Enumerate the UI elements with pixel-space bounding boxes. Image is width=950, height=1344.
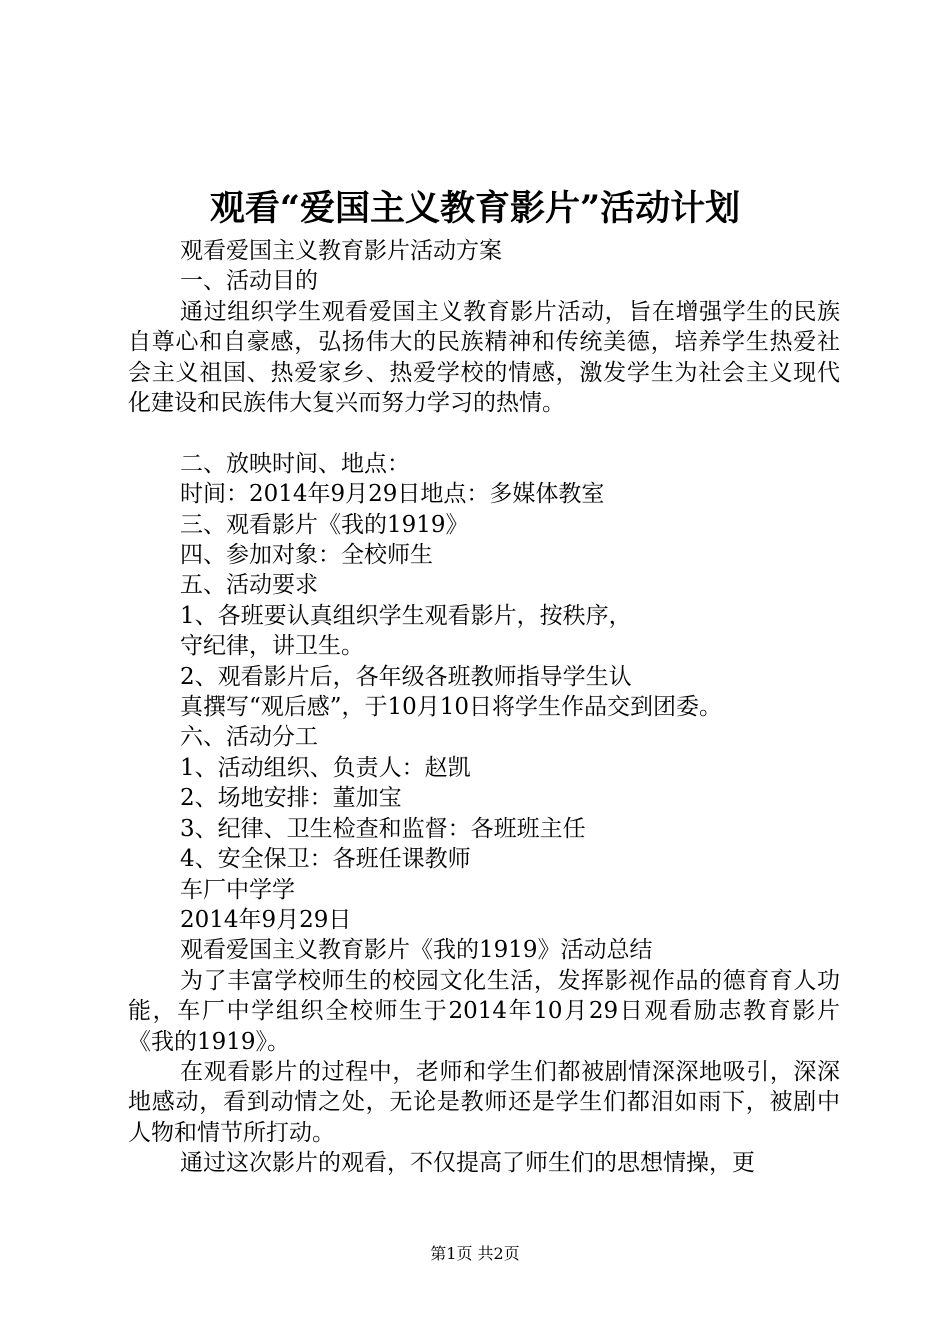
signature-school: 车厂中学学	[180, 876, 295, 903]
division-item: 4、安全保卫：各班任课教师	[180, 846, 471, 873]
requirement-line: 守纪律，讲卫生。	[180, 633, 364, 660]
summary-paragraph: 通过这次影片的观看，不仅提高了师生们的思想情操，更	[180, 1150, 755, 1177]
summary-heading: 观看爱国主义教育影片《我的1919》活动总结	[180, 937, 653, 964]
purpose-paragraph: 通过组织学生观看爱国主义教育影片活动，旨在增强学生的民族自尊心和自豪感，弘扬伟大的民族精神和传统美德，培养学生热爱社会主义祖国、热爱家乡、热爱学校的情感，激发学生为社会主义现代化建设和民族伟大复兴而努力学习的热情。	[128, 298, 840, 417]
requirement-line: 1、各班要认真组织学生观看影片，按秩序，	[180, 602, 632, 629]
blank-line	[128, 418, 840, 448]
section-heading-participants: 四、参加对象：全校师生	[180, 542, 433, 569]
summary-paragraph: 为了丰富学校师生的校园文化生活，发挥影视作品的德育育人功能，车厂中学组织全校师生于2014年10月29日观看励志教育影片《我的1919》。	[128, 967, 840, 1055]
document-title: 观看“爱国主义教育影片”活动计划	[209, 188, 741, 229]
division-item: 1、活动组织、负责人：赵凯	[180, 754, 471, 781]
document-body	[128, 236, 840, 1179]
summary-paragraph: 在观看影片的过程中，老师和学生们都被剧情深深地吸引，深深地感动，看到动情之处，无论是教师还是学生们都泪如雨下，被剧中人物和情节所打动。	[128, 1058, 840, 1146]
division-item: 3、纪律、卫生检查和监督：各班班主任	[180, 815, 586, 842]
section-heading-division: 六、活动分工	[180, 724, 318, 751]
section-heading-time-place: 二、放映时间、地点：	[180, 450, 410, 477]
signature-date: 2014年9月29日	[180, 906, 352, 933]
plan-heading: 观看爱国主义教育影片活动方案	[180, 238, 502, 264]
division-item: 2、场地安排：董加宝	[180, 785, 402, 812]
section-heading-purpose: 一、活动目的	[180, 268, 318, 295]
page-footer: 第1页 共2页	[430, 1244, 520, 1263]
requirement-line: 2、观看影片后，各年级各班教师指导学生认	[180, 663, 632, 690]
requirement-line: 真撰写“观后感”，于10月10日将学生作品交到团委。	[180, 694, 723, 721]
section-heading-film: 三、观看影片《我的1919》	[180, 511, 469, 538]
time-place-line: 时间：2014年9月29日地点：多媒体教室	[180, 481, 605, 508]
section-heading-requirements: 五、活动要求	[180, 572, 318, 599]
